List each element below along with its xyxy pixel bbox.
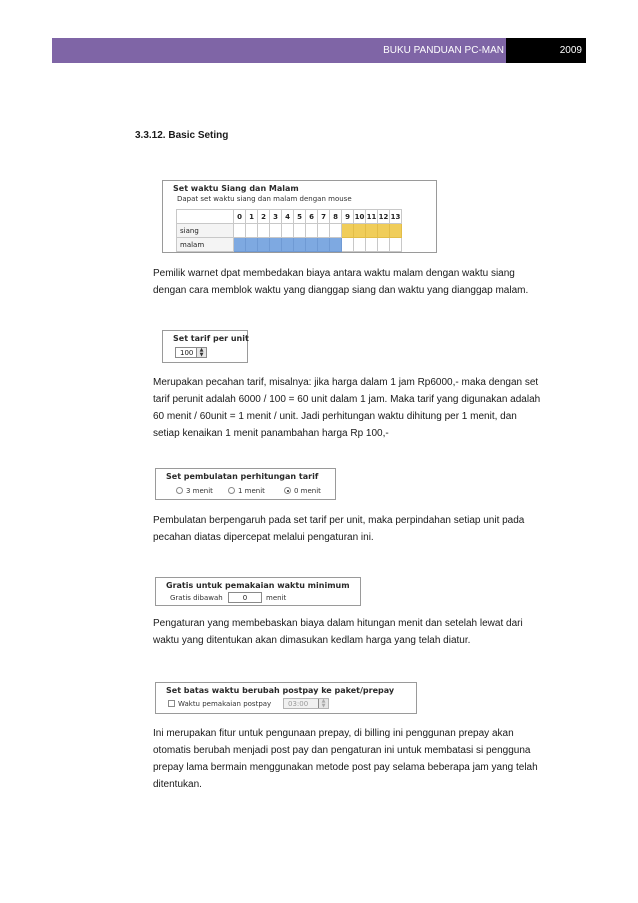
hour-header: 4 <box>282 210 294 224</box>
paragraph-tarif: Merupakan pecahan tarif, misalnya: jika harga dalam 1 jam Rp6000,- maka dengan set tarif perunit adalah 6000 / 100 = 60 unit dalam 1 jam. Maka tarif yang digunakan adalah 60 menit / 60unit = 1 menit / unit. Jadi perhitungan waktu dihitung per 1 menit, dan setiap kenaikan 1 menit panambahan harga Rp 100,- <box>153 377 541 439</box>
postpay-title: Set batas waktu berubah postpay ke paket/prepay <box>166 686 395 695</box>
hour-header: 11 <box>366 210 378 224</box>
postpay-time-input[interactable]: 03:00 ▲ ▼ <box>283 698 329 709</box>
malam-cell[interactable] <box>378 238 390 252</box>
siang-cell[interactable] <box>330 224 342 238</box>
malam-cell[interactable] <box>294 238 306 252</box>
paragraph-postpay: Ini merupakan fitur untuk pengunaan prepay, di billing ini penggunan prepay akan otomatis berubah menjadi post pay dan pengaturan ini untuk membatasi si pengguna prepay lama bermain menggunakan metode post pay selama beberapa jam yang telah ditentukan. <box>153 728 538 790</box>
paragraph-pembulatan: Pembulatan berpengaruh pada set tarif per unit, maka perpindahan setiap unit pada pecahan diatas dipercepat melalui pengaturan ini. <box>153 515 525 543</box>
day-night-title: Set waktu Siang dan Malam <box>173 184 299 193</box>
radio-option-1[interactable]: 1 menit <box>228 487 265 495</box>
malam-cell[interactable] <box>366 238 378 252</box>
malam-cell[interactable] <box>390 238 402 252</box>
malam-cell[interactable] <box>270 238 282 252</box>
siang-row-label: siang <box>177 224 234 238</box>
malam-cell[interactable] <box>354 238 366 252</box>
malam-cell[interactable] <box>306 238 318 252</box>
day-night-panel <box>162 180 437 253</box>
hour-header: 6 <box>306 210 318 224</box>
radio-option-0[interactable]: 0 menit <box>284 487 321 495</box>
siang-cell[interactable] <box>342 224 354 238</box>
tarif-value: 100 <box>180 349 194 357</box>
radio-0-menit[interactable] <box>284 487 291 494</box>
paragraph-day-night: Pemilik warnet dpat membedakan biaya antara waktu malam dengan waktu siang dengan cara memblok waktu yang dianggap siang dan waktu yang dianggap malam. <box>153 268 529 296</box>
siang-cell[interactable] <box>294 224 306 238</box>
header-title: BUKU PANDUAN PC-MAN <box>383 45 504 56</box>
malam-cell[interactable] <box>318 238 330 252</box>
siang-cell[interactable] <box>318 224 330 238</box>
radio-option-3[interactable]: 3 menit <box>176 487 213 495</box>
malam-row-label: malam <box>177 238 234 252</box>
spinner-arrows-icon[interactable]: ▲ ▼ <box>318 699 328 708</box>
siang-cell[interactable] <box>366 224 378 238</box>
radio-1-menit[interactable] <box>228 487 235 494</box>
pembulatan-title: Set pembulatan perhitungan tarif <box>166 472 319 481</box>
siang-cell[interactable] <box>234 224 246 238</box>
tarif-title: Set tarif per unit <box>173 334 249 343</box>
siang-cell[interactable] <box>390 224 402 238</box>
siang-cell[interactable] <box>282 224 294 238</box>
radio-3-menit[interactable] <box>176 487 183 494</box>
hour-header: 0 <box>234 210 246 224</box>
tarif-panel <box>162 330 248 363</box>
malam-row <box>177 238 402 252</box>
section-title: 3.3.12. Basic Seting <box>135 130 229 141</box>
gratis-label: Gratis dibawah <box>170 594 223 602</box>
siang-cell[interactable] <box>258 224 270 238</box>
header-year: 2009 <box>506 38 586 63</box>
pembulatan-panel <box>155 468 336 500</box>
gratis-title: Gratis untuk pemakaian waktu minimum <box>166 581 350 590</box>
hour-header: 2 <box>258 210 270 224</box>
siang-cell[interactable] <box>354 224 366 238</box>
day-night-subtitle: Dapat set waktu siang dan malam dengan mouse <box>177 195 352 203</box>
gratis-panel <box>155 577 361 606</box>
hour-header: 1 <box>246 210 258 224</box>
malam-cell[interactable] <box>258 238 270 252</box>
hour-header: 10 <box>354 210 366 224</box>
hour-header: 13 <box>390 210 402 224</box>
hour-header: 9 <box>342 210 354 224</box>
malam-cell[interactable] <box>282 238 294 252</box>
siang-cell[interactable] <box>378 224 390 238</box>
gratis-input[interactable]: 0 <box>228 592 262 603</box>
siang-cell[interactable] <box>246 224 258 238</box>
hour-header-row-label <box>177 210 234 224</box>
malam-cell[interactable] <box>342 238 354 252</box>
tarif-spinner[interactable] <box>175 347 207 358</box>
hour-header: 3 <box>270 210 282 224</box>
postpay-checkbox[interactable] <box>168 700 175 707</box>
paragraph-gratis: Pengaturan yang membebaskan biaya dalam hitungan menit dan setelah lewat dari waktu yang ditentukan akan dimasukan kedlam harga yang telah diatur. <box>153 618 523 646</box>
siang-cell[interactable] <box>306 224 318 238</box>
siang-row <box>177 224 402 238</box>
postpay-panel <box>155 682 417 714</box>
siang-cell[interactable] <box>270 224 282 238</box>
malam-cell[interactable] <box>330 238 342 252</box>
spinner-arrows-icon[interactable]: ▲ ▼ <box>196 348 206 357</box>
hour-header: 5 <box>294 210 306 224</box>
hour-header: 12 <box>378 210 390 224</box>
gratis-unit: menit <box>266 594 287 602</box>
malam-cell[interactable] <box>246 238 258 252</box>
hour-header-row <box>177 210 402 224</box>
day-night-grid[interactable] <box>176 209 402 252</box>
malam-cell[interactable] <box>234 238 246 252</box>
hour-header: 8 <box>330 210 342 224</box>
postpay-checkbox-row[interactable]: Waktu pemakaian postpay <box>168 700 271 708</box>
hour-header: 7 <box>318 210 330 224</box>
